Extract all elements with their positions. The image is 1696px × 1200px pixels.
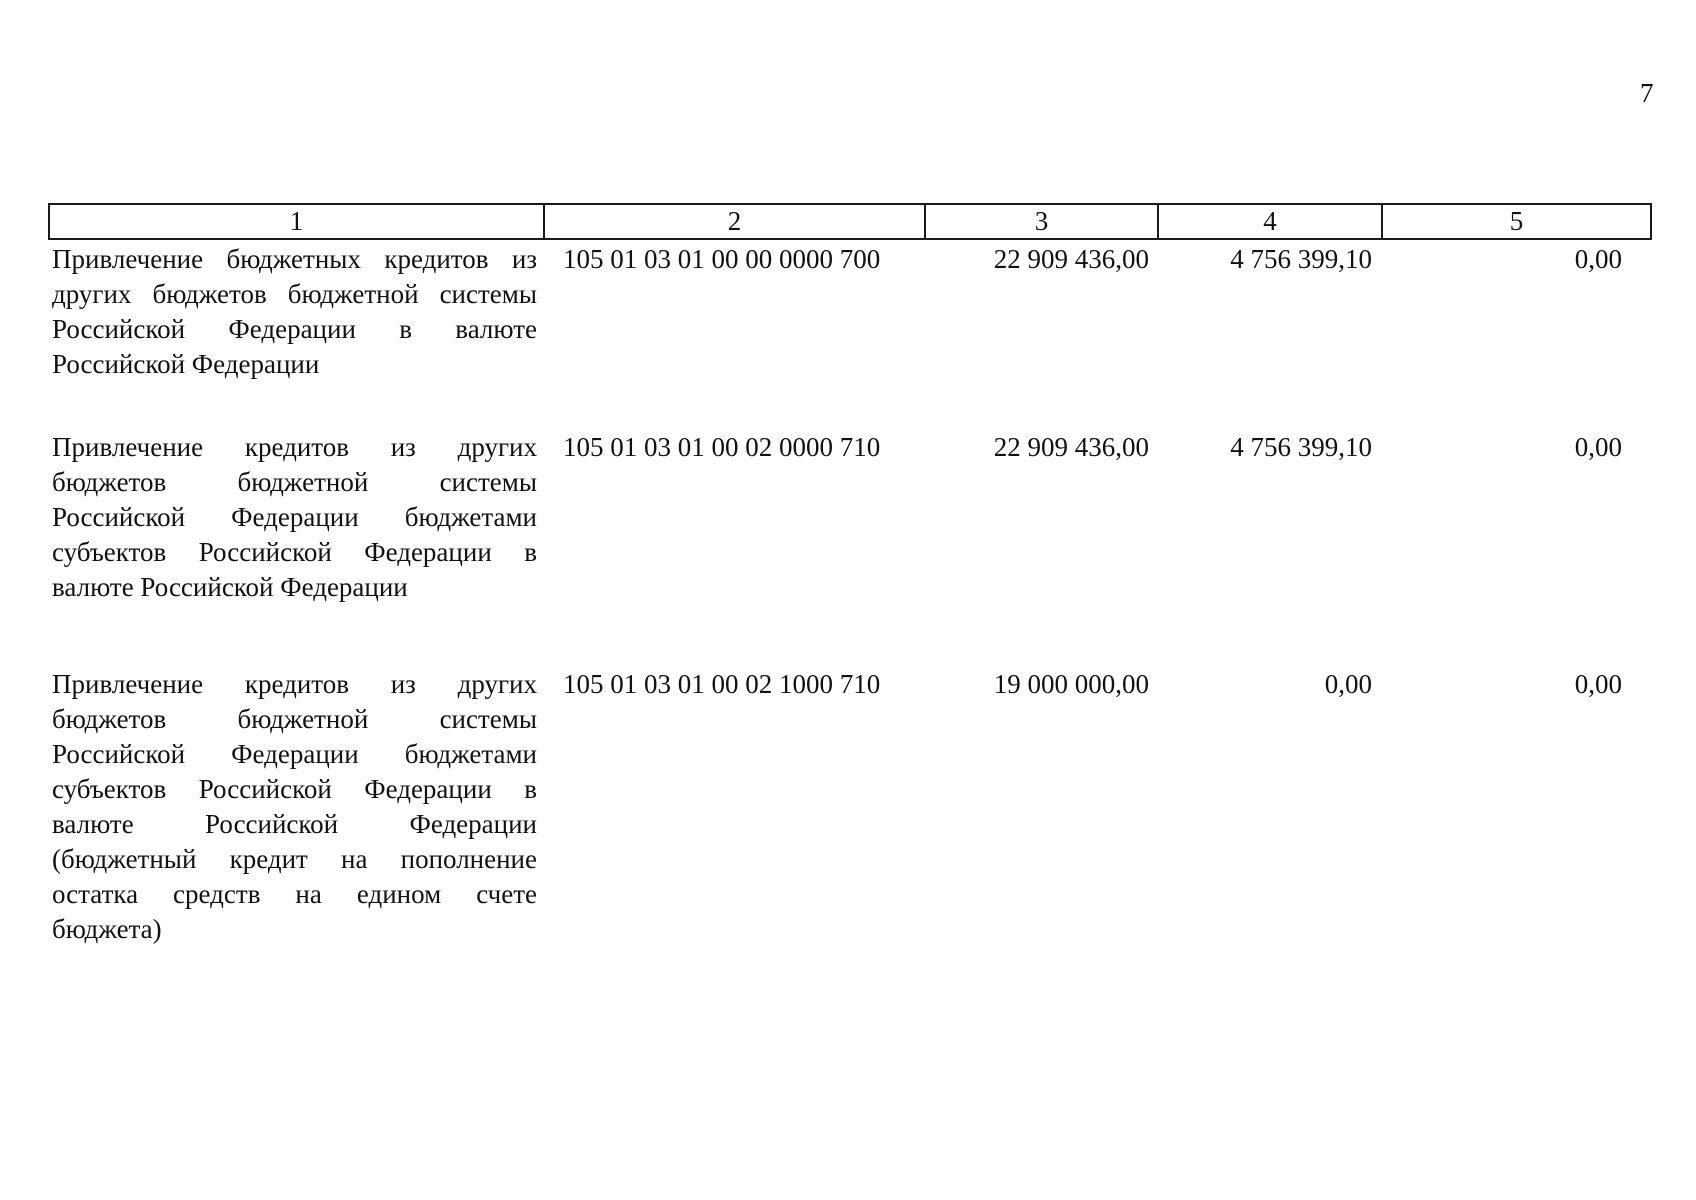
row-col5-value: 0,00 — [1574, 669, 1622, 699]
row-col3-value: 22 909 436,00 — [993, 432, 1149, 462]
row-name: Привлечение бюджетных кредитов из других бюджетов бюджетной системы Российской Федерации в валюте Российской Федерации — [52, 244, 537, 379]
table-header — [48, 203, 1652, 240]
row-code: 105 01 03 01 00 02 0000 710 — [563, 432, 881, 462]
row-name: Привлечение кредитов из других бюджетов бюджетной системы Российской Федерации бюджетами субъектов Российской Федерации в валюте Российской Федерации — [52, 432, 537, 602]
row-col4-value: 0,00 — [1324, 669, 1372, 699]
row-col3-value: 19 000 000,00 — [993, 669, 1149, 699]
row-col3-value: 22 909 436,00 — [993, 244, 1149, 274]
header-col-2: 2 — [544, 204, 925, 239]
row-code: 105 01 03 01 00 00 0000 700 — [563, 244, 881, 274]
page-number: 7 — [1640, 78, 1654, 108]
row-col5-value: 0,00 — [1574, 244, 1622, 274]
row-col4-value: 4 756 399,10 — [1230, 244, 1372, 274]
header-col-4: 4 — [1158, 204, 1382, 239]
row-code: 105 01 03 01 00 02 1000 710 — [563, 669, 881, 699]
header-row — [49, 204, 1651, 239]
header-col-1: 1 — [49, 204, 544, 239]
row-col4-value: 4 756 399,10 — [1230, 432, 1372, 462]
header-col-5: 5 — [1382, 204, 1651, 239]
row-name: Привлечение кредитов из других бюджетов бюджетной системы Российской Федерации бюджетами субъектов Российской Федерации в валюте Российской Федерации (бюджетный кредит на пополнение остатка средств на едином счете бюджета) — [52, 669, 537, 944]
header-col-3: 3 — [925, 204, 1158, 239]
row-col5-value: 0,00 — [1574, 432, 1622, 462]
